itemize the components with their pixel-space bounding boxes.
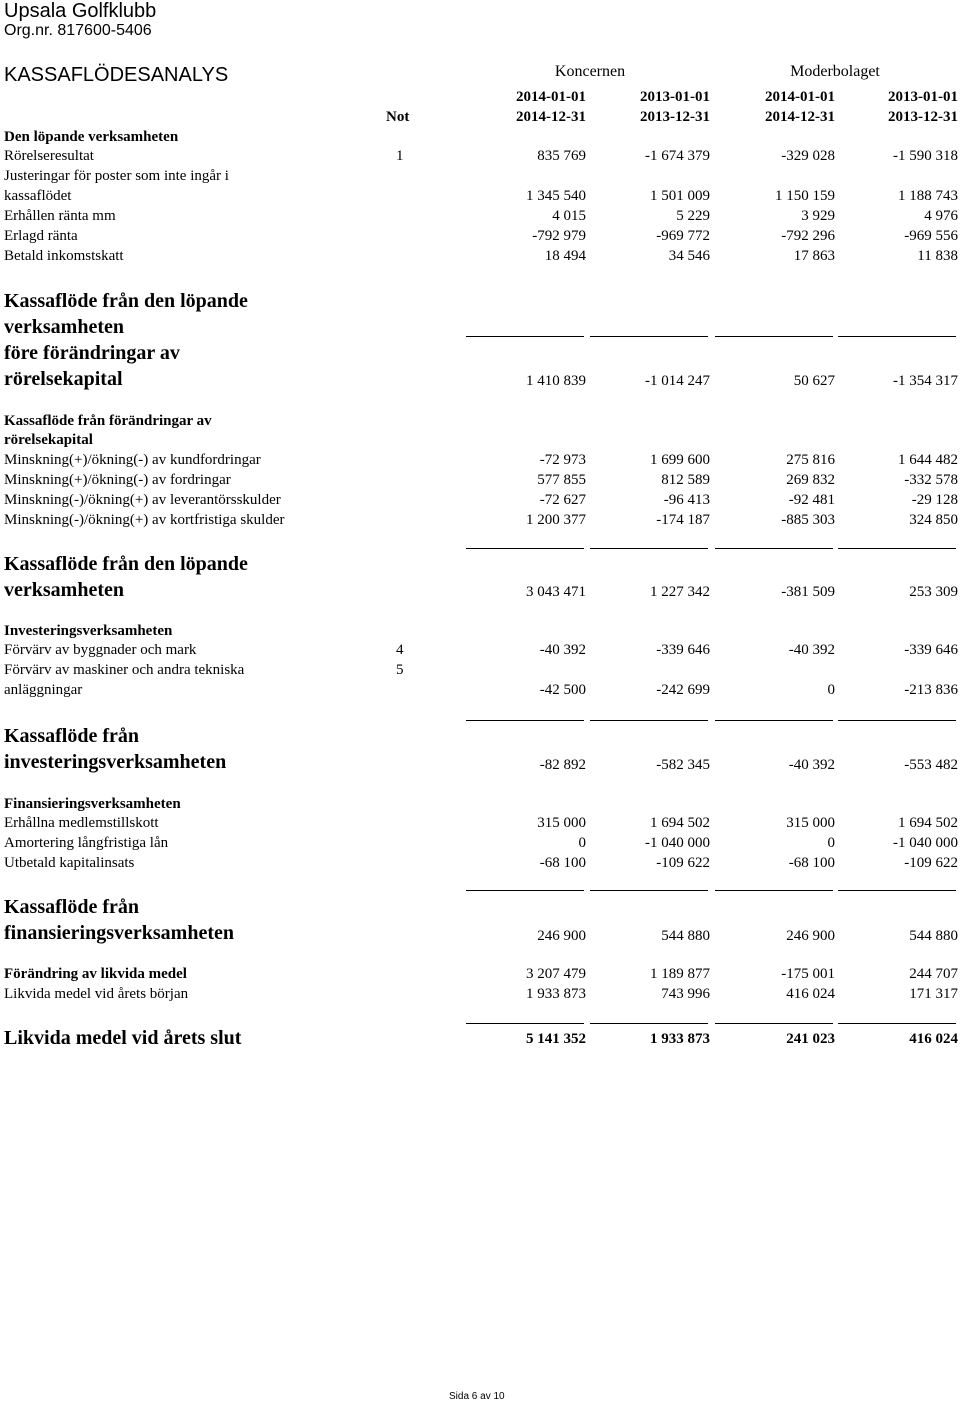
- row-value: 11 838: [917, 248, 958, 264]
- org-number: Org.nr. 817600-5406: [4, 22, 152, 39]
- row-value: -174 187: [656, 512, 710, 528]
- period-3-from: 2014-01-01: [765, 89, 835, 105]
- row-value: 577 855: [537, 472, 586, 488]
- row-value: 1 694 502: [650, 815, 710, 831]
- table-row: [0, 472, 960, 492]
- sum4-values: [0, 928, 960, 948]
- sum3-value: -582 345: [656, 757, 710, 773]
- sum3-value: -40 392: [788, 757, 835, 773]
- row-value: -1 040 000: [645, 835, 710, 851]
- sum4-line-1: Kassaflöde från: [4, 896, 139, 918]
- sum1-value: 50 627: [793, 373, 835, 389]
- row-label: Erhållen ränta mm: [4, 208, 116, 224]
- row-label: Minskning(+)/ökning(-) av kundfordringar: [4, 452, 261, 468]
- sum2-line-2: verksamheten: [4, 579, 124, 601]
- section-label: Den löpande verksamheten: [4, 129, 179, 145]
- row-value: -329 028: [781, 148, 835, 164]
- sum2-rule-4: [838, 548, 956, 549]
- section-title-invest: [0, 623, 960, 643]
- row-value: -242 699: [656, 682, 710, 698]
- section-title-lopande: [0, 129, 960, 149]
- section-label: Investeringsverksamheten: [4, 623, 173, 639]
- group-moderbolaget: Moderbolaget: [790, 63, 880, 80]
- row-label: Erhållna medlemstillskott: [4, 815, 159, 831]
- row-value: -969 772: [656, 228, 710, 244]
- start-label: Likvida medel vid årets början: [4, 986, 189, 1002]
- row-label: Förvärv av maskiner och andra tekniska: [4, 662, 245, 678]
- table-row: [0, 208, 960, 228]
- note-header: Not: [386, 109, 410, 125]
- end-value: 416 024: [909, 1031, 958, 1047]
- row-value: -1 590 318: [893, 148, 958, 164]
- sum4-rule-3: [715, 890, 833, 891]
- end-value: 5 141 352: [526, 1031, 586, 1047]
- table-row: [0, 188, 960, 208]
- sum4-line-2: finansieringsverksamheten: [4, 922, 234, 944]
- sum4-rule-1: [466, 890, 584, 891]
- sum3-values: [0, 757, 960, 777]
- sum3-rule-1: [466, 720, 584, 721]
- row-value: -969 556: [904, 228, 958, 244]
- row-label: Minskning(-)/ökning(+) av leverantörsskulder: [4, 492, 281, 508]
- section-title-rorelse-1: [0, 413, 960, 433]
- row-value: -40 392: [539, 642, 586, 658]
- table-row: [0, 148, 960, 168]
- row-value: 275 816: [786, 452, 835, 468]
- sum1-rule-3: [715, 336, 833, 337]
- page-number: Sida 6 av 10: [449, 1391, 505, 1402]
- row-value: 1 694 502: [898, 815, 958, 831]
- sum1-value: 1 410 839: [526, 373, 586, 389]
- row-label: Rörelseresultat: [4, 148, 94, 164]
- row-value: 17 863: [793, 248, 835, 264]
- row-value: 1 150 159: [775, 188, 835, 204]
- end-rule-3: [715, 1023, 833, 1024]
- sum1-value: -1 354 317: [893, 373, 958, 389]
- change-value: 244 707: [909, 966, 958, 982]
- sum3-rule-2: [590, 720, 708, 721]
- table-row: [0, 855, 960, 875]
- sum2-value: -381 509: [781, 584, 835, 600]
- sum2-values: [0, 584, 960, 604]
- row-value: -72 973: [539, 452, 586, 468]
- table-row: [0, 662, 960, 682]
- row-value: 1 188 743: [898, 188, 958, 204]
- sum1-rule-1: [466, 336, 584, 337]
- row-value: -792 979: [532, 228, 586, 244]
- row-value: 0: [827, 835, 835, 851]
- row-value: 1 345 540: [526, 188, 586, 204]
- start-value: 743 996: [661, 986, 710, 1002]
- period-from-row: [0, 89, 960, 109]
- row-label: Justeringar för poster som inte ingår i: [4, 168, 229, 184]
- row-label: Erlagd ränta: [4, 228, 78, 244]
- table-row: [0, 835, 960, 855]
- sum2-line-1: Kassaflöde från den löpande: [4, 553, 248, 575]
- row-value: -109 622: [904, 855, 958, 871]
- row-label: Amortering långfristiga lån: [4, 835, 169, 851]
- section-label: rörelsekapital: [4, 432, 93, 448]
- sum1-rule-4: [838, 336, 956, 337]
- row-value: -792 296: [781, 228, 835, 244]
- end-rule-1: [466, 1023, 584, 1024]
- sum1-rule-2: [590, 336, 708, 337]
- sum2-rule-2: [590, 548, 708, 549]
- end-value: 241 023: [786, 1031, 835, 1047]
- start-row: [0, 986, 960, 1006]
- change-value: -175 001: [781, 966, 835, 982]
- end-values: [0, 1031, 960, 1051]
- section-title-rorelse-2: [0, 432, 960, 452]
- sum3-rule-3: [715, 720, 833, 721]
- row-value: 324 850: [909, 512, 958, 528]
- row-value: 315 000: [786, 815, 835, 831]
- table-row: [0, 492, 960, 512]
- row-value: -68 100: [788, 855, 835, 871]
- end-title: Likvida medel vid årets slut: [4, 1027, 242, 1049]
- row-value: -72 627: [539, 492, 586, 508]
- row-label: anläggningar: [4, 682, 83, 698]
- row-value: 18 494: [544, 248, 586, 264]
- row-value: 1 200 377: [526, 512, 586, 528]
- row-value: -109 622: [656, 855, 710, 871]
- end-rule-2: [590, 1023, 708, 1024]
- change-value: 1 189 877: [650, 966, 710, 982]
- period-to-row: [0, 109, 960, 129]
- period-1-to: 2014-12-31: [516, 109, 586, 125]
- change-label: Förändring av likvida medel: [4, 966, 187, 982]
- start-value: 1 933 873: [526, 986, 586, 1002]
- period-3-to: 2014-12-31: [765, 109, 835, 125]
- table-row: [0, 452, 960, 472]
- row-value: 34 546: [668, 248, 710, 264]
- row-value: 315 000: [537, 815, 586, 831]
- change-value: 3 207 479: [526, 966, 586, 982]
- row-value: 4 976: [924, 208, 958, 224]
- sum3-rule-4: [838, 720, 956, 721]
- sum4-value: 246 900: [786, 928, 835, 944]
- row-value: -68 100: [539, 855, 586, 871]
- row-value: 5 229: [676, 208, 710, 224]
- row-label: Minskning(-)/ökning(+) av kortfristiga skulder: [4, 512, 285, 528]
- row-value: -92 481: [788, 492, 835, 508]
- section-title-finans: [0, 796, 960, 816]
- change-row: [0, 966, 960, 986]
- sum3-line-2: investeringsverksamheten: [4, 751, 227, 773]
- row-label: Utbetald kapitalinsats: [4, 855, 135, 871]
- row-value: 0: [827, 682, 835, 698]
- row-value: -339 646: [656, 642, 710, 658]
- row-value: 1 644 482: [898, 452, 958, 468]
- group-koncern: Koncernen: [554, 63, 626, 80]
- row-value: -29 128: [911, 492, 958, 508]
- org-name: Upsala Golfklubb: [4, 0, 157, 22]
- sum1-line-2: verksamheten: [4, 316, 124, 338]
- sum3-line-1: Kassaflöde från: [4, 725, 139, 747]
- row-value: 835 769: [537, 148, 586, 164]
- row-label: Betald inkomstskatt: [4, 248, 124, 264]
- row-value: -40 392: [788, 642, 835, 658]
- table-row: [0, 682, 960, 702]
- start-value: 416 024: [786, 986, 835, 1002]
- page-title: KASSAFLÖDESANALYS: [4, 64, 229, 86]
- table-row: [0, 815, 960, 835]
- period-2-to: 2013-12-31: [640, 109, 710, 125]
- row-label: Minskning(+)/ökning(-) av fordringar: [4, 472, 231, 488]
- table-row: [0, 512, 960, 532]
- row-value: -42 500: [539, 682, 586, 698]
- row-value: -332 578: [904, 472, 958, 488]
- sum4-value: 544 880: [661, 928, 710, 944]
- sum1-line-3: före förändringar av: [4, 342, 180, 364]
- row-label: kassaflödet: [4, 188, 72, 204]
- row-value: 3 929: [801, 208, 835, 224]
- table-row: [0, 642, 960, 662]
- period-2-from: 2013-01-01: [640, 89, 710, 105]
- row-note: 1: [396, 148, 404, 164]
- period-4-from: 2013-01-01: [888, 89, 958, 105]
- sum4-rule-4: [838, 890, 956, 891]
- row-value: -213 836: [904, 682, 958, 698]
- end-rule-4: [838, 1023, 956, 1024]
- row-value: -339 646: [904, 642, 958, 658]
- sum4-rule-2: [590, 890, 708, 891]
- sum1-line-1: Kassaflöde från den löpande: [4, 290, 248, 312]
- table-row: [0, 228, 960, 248]
- row-value: -1 040 000: [893, 835, 958, 851]
- row-note: 4: [396, 642, 404, 658]
- row-note: 5: [396, 662, 404, 678]
- row-value: 4 015: [552, 208, 586, 224]
- sum2-value: 1 227 342: [650, 584, 710, 600]
- row-value: 812 589: [661, 472, 710, 488]
- sum2-value: 3 043 471: [526, 584, 586, 600]
- period-1-from: 2014-01-01: [516, 89, 586, 105]
- row-value: 1 501 009: [650, 188, 710, 204]
- start-value: 171 317: [909, 986, 958, 1002]
- sum1-values: [0, 373, 960, 393]
- sum1-value: -1 014 247: [645, 373, 710, 389]
- sum4-value: 544 880: [909, 928, 958, 944]
- end-value: 1 933 873: [650, 1031, 710, 1047]
- row-value: 269 832: [786, 472, 835, 488]
- row-value: 1 699 600: [650, 452, 710, 468]
- sum3-value: -82 892: [539, 757, 586, 773]
- row-value: -885 303: [781, 512, 835, 528]
- row-value: -96 413: [663, 492, 710, 508]
- sum1-line-4: rörelsekapital: [4, 368, 123, 390]
- section-label: Finansieringsverksamheten: [4, 796, 181, 812]
- sum2-value: 253 309: [909, 584, 958, 600]
- sum4-value: 246 900: [537, 928, 586, 944]
- section-label: Kassaflöde från förändringar av: [4, 413, 212, 429]
- sum2-rule-3: [715, 548, 833, 549]
- table-row: [0, 248, 960, 268]
- row-label: Förvärv av byggnader och mark: [4, 642, 197, 658]
- sum3-value: -553 482: [904, 757, 958, 773]
- period-4-to: 2013-12-31: [888, 109, 958, 125]
- sum2-rule-1: [466, 548, 584, 549]
- row-value: 0: [578, 835, 586, 851]
- table-row: [0, 168, 960, 188]
- row-value: -1 674 379: [645, 148, 710, 164]
